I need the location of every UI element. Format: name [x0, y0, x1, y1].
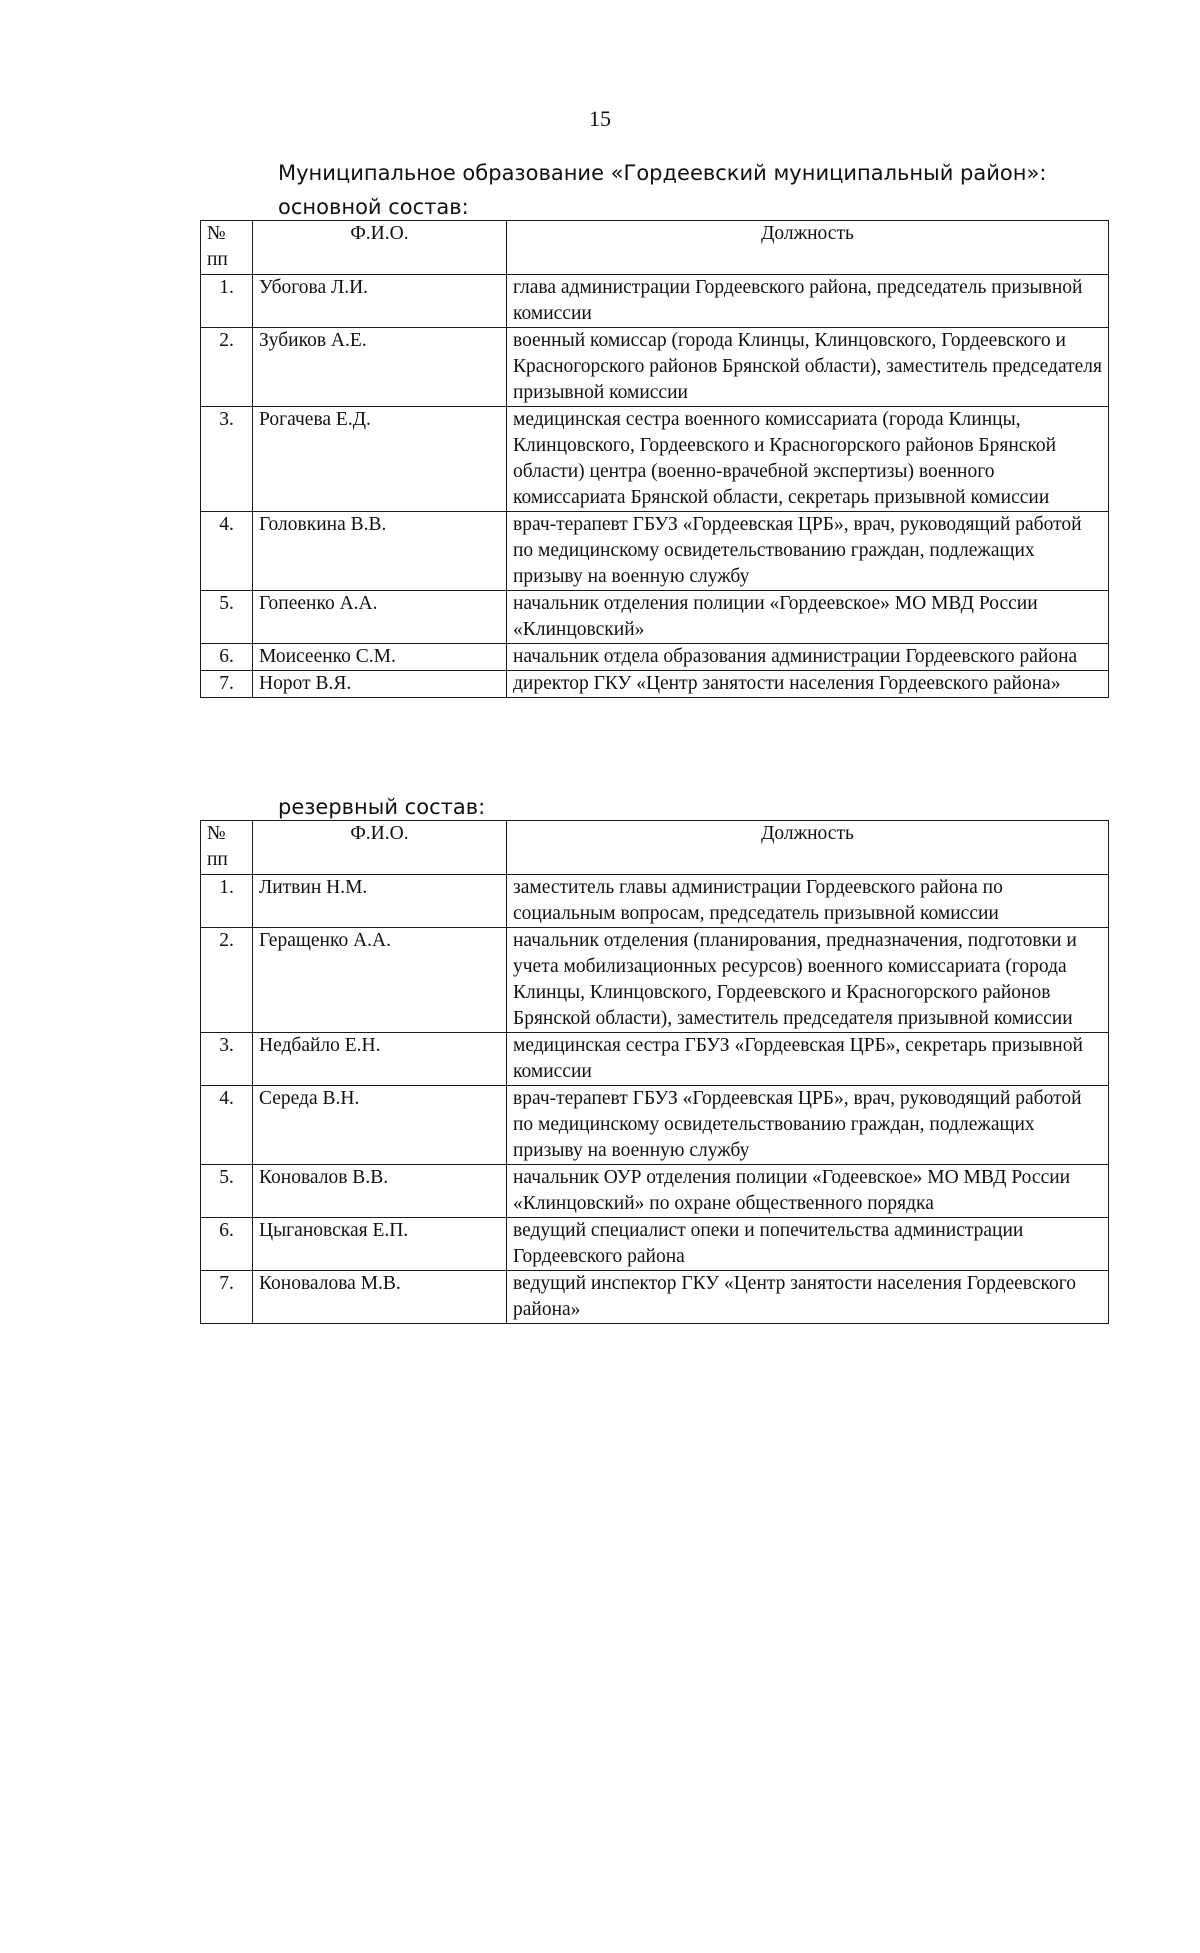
table-row — [201, 1165, 1109, 1218]
member-name: Головкина В.В. — [253, 512, 507, 591]
member-number: 2. — [201, 928, 253, 1033]
reserve-composition-rows — [201, 875, 1109, 1324]
member-name: Геращенко А.А. — [253, 928, 507, 1033]
member-position: ведущий инспектор ГКУ «Центр занятости населения Гордеевского района» — [507, 1271, 1109, 1324]
member-name: Убогова Л.И. — [253, 275, 507, 328]
member-number: 7. — [201, 1271, 253, 1324]
table-row — [201, 1271, 1109, 1324]
member-number: 6. — [201, 644, 253, 671]
table-row — [201, 328, 1109, 407]
column-header-position: Должность — [507, 221, 1109, 275]
member-number: 5. — [201, 591, 253, 644]
member-name: Цыгановская Е.П. — [253, 1218, 507, 1271]
member-name: Середа В.Н. — [253, 1086, 507, 1165]
member-position: ведущий специалист опеки и попечительства администрации Гордеевского района — [507, 1218, 1109, 1271]
member-number: 3. — [201, 1033, 253, 1086]
table-row — [201, 407, 1109, 512]
member-number: 4. — [201, 512, 253, 591]
main-composition-heading: основной состав: — [278, 195, 469, 219]
table-row — [201, 591, 1109, 644]
column-header-num: № пп — [201, 221, 253, 275]
member-position: военный комиссар (города Клинцы, Клинцовского, Гордеевского и Красногорского районов Брянской области), заместитель председателя призывной комиссии — [507, 328, 1109, 407]
table-header-row — [201, 221, 1109, 275]
member-number: 1. — [201, 275, 253, 328]
member-name: Зубиков А.Е. — [253, 328, 507, 407]
table-row — [201, 875, 1109, 928]
member-position: медицинская сестра военного комиссариата (города Клинцы, Клинцовского, Гордеевского и Красногорского районов Брянской области) центра (военно-врачебной экспертизы) военного комиссариата Брянской области, секретарь призывной комиссии — [507, 407, 1109, 512]
table-row — [201, 928, 1109, 1033]
member-position: заместитель главы администрации Гордеевского района по социальным вопросам, председатель призывной комиссии — [507, 875, 1109, 928]
table-header-row — [201, 821, 1109, 875]
member-name: Литвин Н.М. — [253, 875, 507, 928]
member-number: 6. — [201, 1218, 253, 1271]
member-name: Коновалов В.В. — [253, 1165, 507, 1218]
member-position: начальник ОУР отделения полиции «Годеевское» МО МВД России «Клинцовский» по охране общественного порядка — [507, 1165, 1109, 1218]
table-row — [201, 512, 1109, 591]
member-name: Коновалова М.В. — [253, 1271, 507, 1324]
column-header-num: № пп — [201, 821, 253, 875]
table-row — [201, 1033, 1109, 1086]
table-row — [201, 671, 1109, 698]
member-name: Гопеенко А.А. — [253, 591, 507, 644]
member-number: 7. — [201, 671, 253, 698]
member-position: начальник отделения (планирования, предназначения, подготовки и учета мобилизационных ресурсов) военного комиссариата (города Клинцы, Клинцовского, Гордеевского и Красногорского районов Брянской области), заместитель председателя призывной комиссии — [507, 928, 1109, 1033]
table-row — [201, 1086, 1109, 1165]
reserve-composition-table — [200, 820, 1109, 1324]
member-position: врач-терапевт ГБУЗ «Гордеевская ЦРБ», врач, руководящий работой по медицинскому освидетельствованию граждан, подлежащих призыву на военную службу — [507, 1086, 1109, 1165]
member-name: Недбайло Е.Н. — [253, 1033, 507, 1086]
table-row — [201, 644, 1109, 671]
member-position: директор ГКУ «Центр занятости населения Гордеевского района» — [507, 671, 1109, 698]
member-position: начальник отдела образования администрации Гордеевского района — [507, 644, 1109, 671]
member-position: глава администрации Гордеевского района, председатель призывной комиссии — [507, 275, 1109, 328]
member-number: 4. — [201, 1086, 253, 1165]
column-header-name: Ф.И.О. — [253, 821, 507, 875]
member-name: Рогачева Е.Д. — [253, 407, 507, 512]
member-name: Норот В.Я. — [253, 671, 507, 698]
document-title: Муниципальное образование «Гордеевский муниципальный район»: — [278, 161, 1047, 185]
member-number: 5. — [201, 1165, 253, 1218]
table-row — [201, 1218, 1109, 1271]
table-row — [201, 275, 1109, 328]
member-number: 1. — [201, 875, 253, 928]
member-position: медицинская сестра ГБУЗ «Гордеевская ЦРБ», секретарь призывной комиссии — [507, 1033, 1109, 1086]
member-number: 3. — [201, 407, 253, 512]
member-number: 2. — [201, 328, 253, 407]
member-name: Моисеенко С.М. — [253, 644, 507, 671]
member-position: врач-терапевт ГБУЗ «Гордеевская ЦРБ», врач, руководящий работой по медицинскому освидетельствованию граждан, подлежащих призыву на военную службу — [507, 512, 1109, 591]
member-position: начальник отделения полиции «Гордеевское» МО МВД России «Клинцовский» — [507, 591, 1109, 644]
column-header-position: Должность — [507, 821, 1109, 875]
page-number: 15 — [589, 106, 611, 131]
column-header-name: Ф.И.О. — [253, 221, 507, 275]
main-composition-rows — [201, 275, 1109, 698]
reserve-composition-heading: резервный состав: — [278, 795, 486, 819]
main-composition-table — [200, 220, 1109, 698]
